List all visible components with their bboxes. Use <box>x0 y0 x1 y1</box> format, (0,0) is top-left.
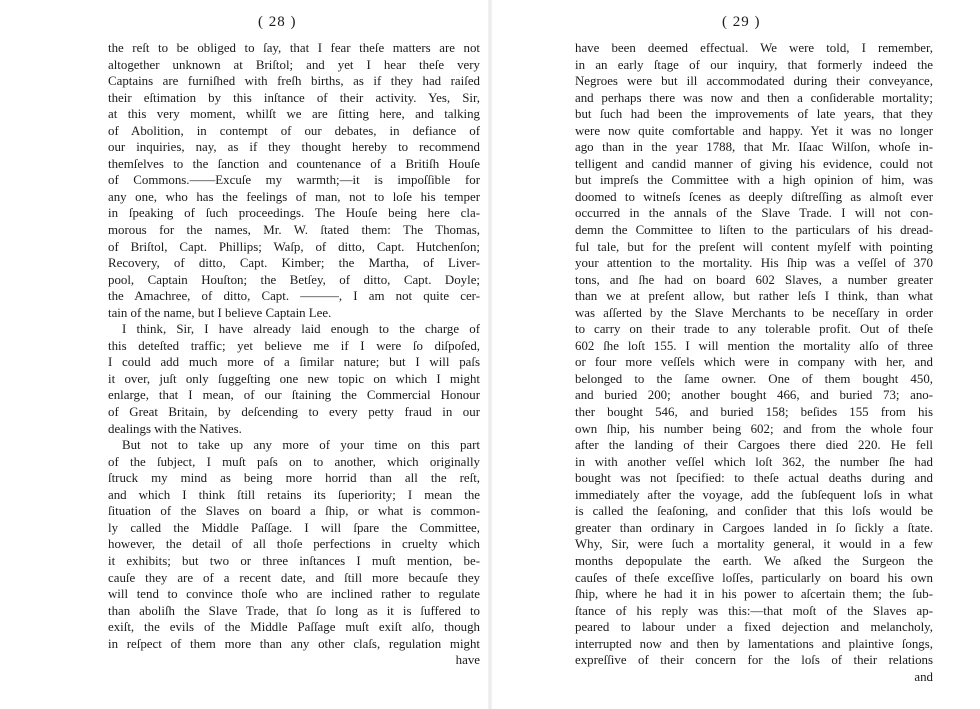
text-line: in an early ſtage of our inquiry, that formerly indeed the <box>575 57 933 72</box>
text-line: Why, Sir, were ſuch a mortality general, it would in a few <box>575 537 933 552</box>
text-line: the reſt to be obliged to ſay, that I fear theſe matters are not <box>108 41 480 55</box>
text-line: in reſpect of them more than any other claſs, regulation might <box>108 636 480 651</box>
text-line: your attention to the mortality. His ſhip was a veſſel of 370 <box>575 256 933 271</box>
text-line: and buried 200; another bought 466, and buried 73; ano- <box>575 388 933 403</box>
text-line: interrupted now and then by lamentations and plaintive ſongs, <box>575 636 933 651</box>
text-line: ful tale, but for the preſent will content myſelf with pointing <box>575 239 933 254</box>
text-line: in with another veſſel which loſt 362, the number ſhe had <box>575 454 933 469</box>
text-line: than aboliſh the Slave Trade, that ſo long as it is ſuffered to <box>108 603 480 618</box>
page-number: ( 28 ) <box>258 14 297 30</box>
text-line: dealings with the Natives. <box>108 421 242 436</box>
text-line: altogether unknown at Briſtol; and yet I hear theſe very <box>108 57 480 72</box>
text-line: themſelves to the ſanction and countenance of a Britiſh Houſe <box>108 156 480 171</box>
text-line: own ſhip, his number being 602; and from the whole four <box>575 421 933 436</box>
text-line: ago than in the year 1788, that Mr. Iſaac Wilſon, whoſe in- <box>575 140 933 155</box>
text-line: 602 ſhe loſt 155. I will mention the mortality alſo of three <box>575 338 933 353</box>
text-line: tain of the name, but I believe Captain Lee. <box>108 305 332 320</box>
text-line: ſtance of his reply was this:—that moſt of the Slaves ap- <box>575 603 933 618</box>
text-line: pool, Captain Houſton; the Betſey, of ditto, Capt. Doyle; <box>108 272 480 287</box>
text-line: than we at preſent allow, but rather leſs I think, than what <box>575 289 933 304</box>
text-line: have been deemed effectual. We were told, I remember, <box>575 41 933 55</box>
text-line: at this very moment, whilſt we are ſitting here, and talking <box>108 107 480 122</box>
text-line: ly called the Middle Paſſage. I will ſpare the Committee, <box>108 520 480 535</box>
text-line: their eſtimation by this inſtance of their activity. Yes, Sir, <box>108 90 480 105</box>
text-line: to carry on their trade to any tolerable profit. Out of theſe <box>575 322 933 337</box>
text-line: of the ſubject, I muſt paſs on to another, which originally <box>108 454 480 469</box>
text-line: expreſſive of their concern for the loſs of their relations <box>575 653 933 668</box>
text-line: will tend to convince thoſe who are inclined rather to regulate <box>108 587 480 602</box>
text-line: of Abolition, in contempt of our debates, in defiance of <box>108 123 480 138</box>
text-line: doomed to witneſs ſcenes as deeply diſtreſſing as almoſt ever <box>575 189 933 204</box>
text-line: tons, and ſhe had on board 602 Slaves, a number greater <box>575 272 933 287</box>
text-line: were now quite comfortable and happy. Yet it was no longer <box>575 123 933 138</box>
page-text <box>108 40 480 669</box>
text-line: I could add much more of a ſimilar nature; but I will paſs <box>108 355 480 370</box>
text-line: Recovery, of ditto, Capt. Kimber; the Martha, of Liver- <box>108 256 480 271</box>
text-line: however, the detail of all thoſe perfections in cruelty which <box>108 537 480 552</box>
text-line: belonged to the ſame owner. One of them bought 450, <box>575 371 933 386</box>
text-line: cauſes of theſe exceſſive loſſes, particularly on board his own <box>575 570 933 585</box>
text-line: was aſſerted by the Slave Merchants to be neceſſary in order <box>575 305 933 320</box>
page-text <box>575 40 933 685</box>
text-line: or four more veſſels which were in company with her, and <box>575 355 933 370</box>
text-line: ſtruck my mind as being more horrid than all the reſt, <box>108 471 480 486</box>
text-line: of Commons.——Excuſe my warmth;—it is impoſſible for <box>108 173 480 188</box>
text-line: Negroes were but ill accommodated during their conveyance, <box>575 74 933 89</box>
catchword: have <box>455 653 480 668</box>
text-line: exiſt, the evils of the Middle Paſſage muſt exiſt alſo, though <box>108 620 480 635</box>
page-number: ( 29 ) <box>722 14 761 30</box>
text-line: it exhibits; but two or three inſtances I muſt mention, be- <box>108 553 480 568</box>
text-line: after the landing of their Cargoes there died 220. He fell <box>575 438 933 453</box>
text-line: in ſpeaking of ſuch proceedings. The Houſe being here cla- <box>108 206 480 221</box>
text-line: enlarge, that I mean, of our ſtaining the Commercial Honour <box>108 388 480 403</box>
text-line: peared to labour under a fixed dejection and melancholy, <box>575 620 933 635</box>
text-line: this deteſted traffic; yet believe me if I were ſo diſpoſed, <box>108 338 480 353</box>
right-page <box>490 0 980 709</box>
text-line: occurred in the annals of the Slave Trade. I will not con- <box>575 206 933 221</box>
text-line: ther bought 546, and buried 158; beſides 155 from his <box>575 405 933 420</box>
text-line: morous for the names, Mr. W. ſtated them: The Thomas, <box>108 223 480 238</box>
text-line: but ſuch had been the improvements of late years, that they <box>575 107 933 122</box>
text-line: of Briſtol, Capt. Phillips; Waſp, of ditto, Capt. Hutchenſon; <box>108 239 480 254</box>
text-line: bought was not ſpecified: to theſe actual deaths during and <box>575 471 933 486</box>
text-line: and which I think ſtill retains its ſuperiority; I mean the <box>108 487 480 502</box>
text-line: immediately after the voyage, add the ſubſequent loſs in what <box>575 487 933 502</box>
text-line: months depopulate the earth. We aſked the Surgeon the <box>575 553 933 568</box>
text-line: But not to take up any more of your time on this part <box>122 438 480 453</box>
text-line: ſituation of the Slaves on board a ſhip, or what is common- <box>108 504 480 519</box>
text-line: ſhip, where he had it in his power to aſcertain them; the ſub- <box>575 587 933 602</box>
text-line: of Great Britain, by deſcending to every petty fraud in our <box>108 405 480 420</box>
text-line: any one, who has the feelings of man, not to loſe his temper <box>108 189 480 204</box>
text-line: is called the ſeaſoning, and conſider that this loſs would be <box>575 504 933 519</box>
text-line: cauſe they are of a recent date, and ſtill more becauſe they <box>108 570 480 585</box>
text-line: and perhaps there was now and then a conſiderable mortality; <box>575 90 933 105</box>
text-line: Captains are furniſhed with freſh births, as if they had raiſed <box>108 74 480 89</box>
text-line: but impreſs the Committee with a high opinion of him, was <box>575 173 933 188</box>
text-line: our inquiries, nay, as if they thought hereby to recommend <box>108 140 480 155</box>
text-line: it over, juſt only ſuggeſting one new topic on which I might <box>108 371 480 386</box>
text-line: demn the Committee to liſten to the particulars of his dread- <box>575 223 933 238</box>
text-line: telligent and candid manner of giving his evidence, could not <box>575 156 933 171</box>
catchword: and <box>914 669 933 684</box>
text-line: I think, Sir, I have already laid enough to the charge of <box>122 322 480 337</box>
text-line: greater than ordinary in Cargoes landed in ſo ſickly a ſtate. <box>575 520 933 535</box>
text-line: the Amachree, of ditto, Capt. ———, I am not quite cer- <box>108 289 480 304</box>
